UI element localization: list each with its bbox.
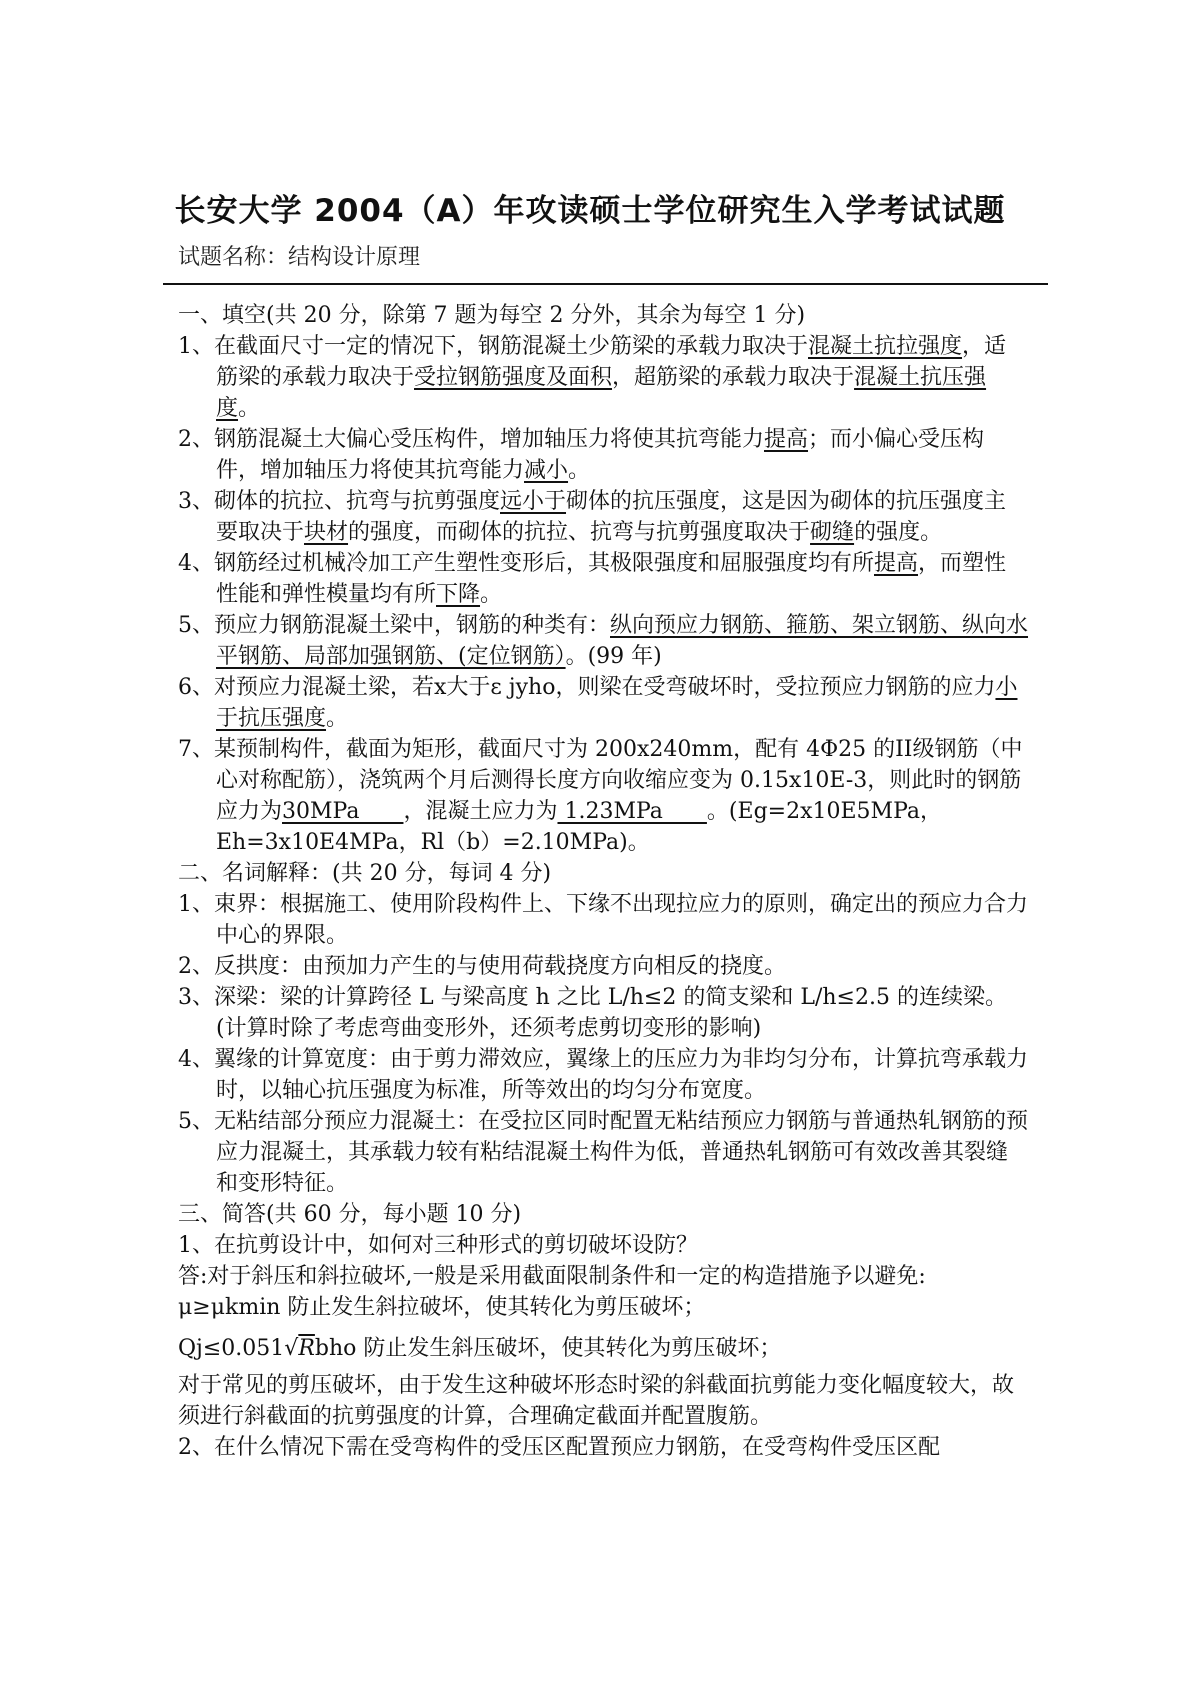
answer-blank: 下降 (436, 582, 481, 607)
shear-formula: Qj≤0.051√Rbho 防止发生斜压破坏，使其转化为剪压破坏； (178, 1336, 782, 1361)
answer-blank: 砌缝 (810, 520, 855, 545)
question-3-1: 1、在抗剪设计中，如何对三种形式的剪切破坏设防？ (178, 1233, 698, 1258)
section-1-heading: 一、填空(共 20 分，除第 7 题为每空 2 分外，其余为每空 1 分) (178, 303, 806, 328)
question-3-2: 2、在什么情况下需在受弯构件的受压区配置预应力钢筋，在受弯构件受压区配 (178, 1435, 940, 1460)
answer-blank: 减小 (524, 458, 569, 483)
question-1-2: 2、钢筋混凝土大偏心受压构件，增加轴压力将使其抗弯能力提高；而小偏心受压构件，增加轴压力将使其抗弯能力减小。 (178, 427, 985, 483)
answer-blank: 远小于 (500, 489, 567, 514)
answer-blank: 提高 (874, 551, 919, 576)
question-1-7: 7、某预制构件，截面为矩形，截面尺寸为 200x240mm，配有 4Φ25 的II级钢筋（中心对称配筋），浇筑两个月后测得长度方向收缩应变为 0.15x10E-3，则此时的钢筋应力为30MPa ，混凝土应力为 1.23MPa 。(Eg=2x10E5MPa，Eh=3x10E4MPa，Rl（b）=2.10MPa)。 (178, 737, 1023, 855)
question-1-3: 3、砌体的抗拉、抗弯与抗剪强度远小于砌体的抗压强度，这是因为砌体的抗压强度主要取决于块材的强度，而砌体的抗拉、抗弯与抗剪强度取决于砌缝的强度。 (178, 489, 1007, 545)
answer-blank: 混凝土抗拉强度 (808, 334, 963, 359)
term-1: 1、束界：根据施工、使用阶段构件上、下缘不出现拉应力的原则，确定出的预应力合力中心的界限。 (178, 892, 1028, 948)
answer-3-1-line-4: 对于常见的剪压破坏，由于发生这种破坏形态时梁的斜截面抗剪能力变化幅度较大，故须进行斜截面的抗剪强度的计算，合理确定截面并配置腹筋。 (178, 1373, 1015, 1429)
answer-blank: 1.23MPa (557, 799, 707, 824)
answer-blank: 纵向预应力钢筋、箍筋、架立钢筋、纵向水平钢筋、局部加强钢筋、(定位钢筋） (216, 613, 1029, 669)
header-divider (163, 283, 1048, 285)
answer-3-1-line-2: μ≥μkmin 防止发生斜拉破坏，使其转化为剪压破坏； (178, 1295, 706, 1320)
question-1-6: 6、对预应力混凝土梁，若x大于ε jyho，则梁在受弯破坏时，受拉预应力钢筋的应力小于抗压强度。 (178, 675, 1018, 731)
exam-content (178, 300, 1028, 1463)
term-3: 3、深梁：梁的计算跨径 L 与梁高度 h 之比 L/h≤2 的简支梁和 L/h≤2.5 的连续梁。(计算时除了考虑弯曲变形外，还须考虑剪切变形的影响) (178, 985, 1007, 1041)
question-1-5: 5、预应力钢筋混凝土梁中，钢筋的种类有：纵向预应力钢筋、箍筋、架立钢筋、纵向水平钢筋、局部加强钢筋、(定位钢筋）。(99 年) (178, 613, 1029, 669)
sqrt-symbol: √R (284, 1336, 315, 1361)
exam-subject: 试题名称：结构设计原理 (178, 245, 421, 270)
question-1-1: 1、在截面尺寸一定的情况下，钢筋混凝土少筋梁的承载力取决于混凝土抗拉强度，适筋梁的承载力取决于受拉钢筋强度及面积，超筋梁的承载力取决于混凝土抗压强度。 (178, 334, 1007, 421)
answer-blank: 块材 (304, 520, 349, 545)
term-5: 5、无粘结部分预应力混凝土：在受拉区同时配置无粘结预应力钢筋与普通热轧钢筋的预应力混凝土，其承载力较有粘结混凝土构件为低，普通热轧钢筋可有效改善其裂缝和变形特征。 (178, 1109, 1028, 1196)
answer-3-1-line-1: 答:对于斜压和斜拉破坏,一般是采用截面限制条件和一定的构造措施予以避免: (178, 1264, 926, 1289)
question-1-4: 4、钢筋经过机械冷加工产生塑性变形后，其极限强度和屈服强度均有所提高，而塑性性能和弹性模量均有所下降。 (178, 551, 1007, 607)
answer-blank: 30MPa (282, 799, 404, 824)
answer-blank: 受拉钢筋强度及面积 (414, 365, 613, 390)
page-title: 长安大学 2004（A）年攻读硕士学位研究生入学考试试题 (174, 193, 1006, 229)
section-3-heading: 三、简答(共 60 分，每小题 10 分) (178, 1202, 522, 1227)
term-2: 2、反拱度：由预加力产生的与使用荷载挠度方向相反的挠度。 (178, 954, 786, 979)
term-4: 4、翼缘的计算宽度：由于剪力滞效应，翼缘上的压应力为非均匀分布，计算抗弯承载力时，以轴心抗压强度为标准，所等效出的均匀分布宽度。 (178, 1047, 1028, 1103)
section-2-heading: 二、名词解释：(共 20 分，每词 4 分) (178, 861, 552, 886)
answer-blank: 小于抗压强度 (216, 675, 1018, 731)
answer-blank: 提高 (764, 427, 809, 452)
answer-blank: 混凝土抗压强度 (216, 365, 987, 421)
